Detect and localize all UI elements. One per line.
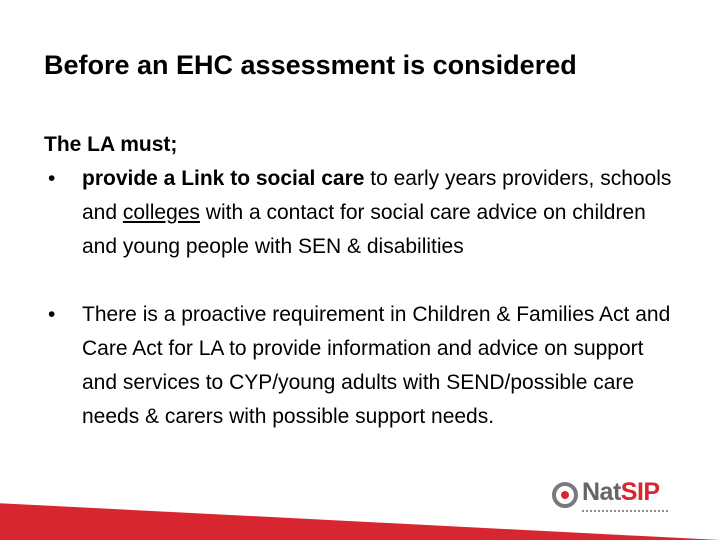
bullet-1-bold-text: provide a Link to social care xyxy=(82,167,365,190)
bullet-2-text: There is a proactive requirement in Children & Families Act and Care Act for LA to provide information and advice on support and services to CYP/young adults with SEND/possible care needs & carers with possible support needs. xyxy=(82,303,671,428)
intro-text: The LA must; xyxy=(44,133,178,156)
natsip-logo-icon xyxy=(552,482,578,508)
natsip-logo xyxy=(552,478,672,524)
logo-wordmark xyxy=(582,478,660,507)
bullet-item-2 xyxy=(44,298,674,434)
logo-sip-text: SIP xyxy=(620,478,660,506)
bullet-1-underlined-text: colleges xyxy=(122,201,200,224)
logo-nat-text: Nat xyxy=(582,478,621,506)
slide-title: Before an EHC assessment is considered xyxy=(44,50,577,80)
bullet-item-1 xyxy=(44,162,674,264)
bullet-marker: • xyxy=(48,167,56,190)
slide-body xyxy=(44,128,674,434)
bullet-1-text-a: to early years providers, schools and xyxy=(82,167,672,224)
logo-tagline-graphic xyxy=(582,510,668,516)
bullet-1-text-b: with a contact for social care advice on children and young people with SEN & disabilities xyxy=(82,201,646,258)
bullet-marker: • xyxy=(48,303,56,326)
